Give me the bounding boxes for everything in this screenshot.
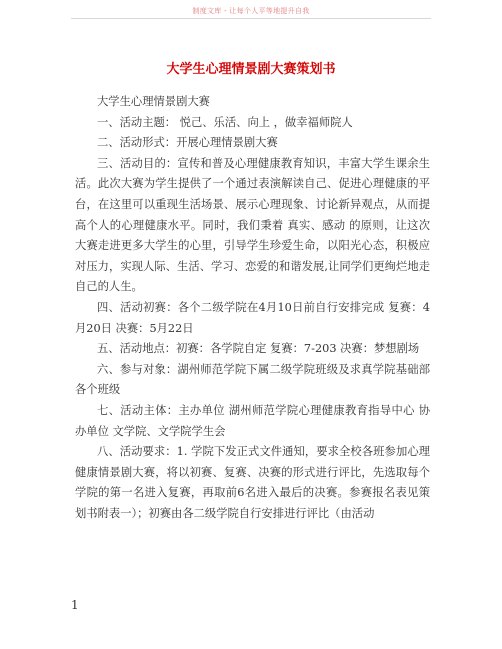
paragraph-purpose: 三、活动目的：宣传和普及心理健康教育知识，丰富大学生课余生活。此次大赛为学生提供了一个通过表演解读自己、促进心理健康的平台，在这里可以重现生活场景、展示心理现象、讨论新异观点，从而提高个人的心理健康水平。同时，我们秉着 真实、感动 的原则，让这次大赛走进更多大学生的心里，引导学生珍爱生命，以阳光心态，积极应对压力，实现人际、生活、学习、恋爱的和谐发展,让同学们更绚烂地走自己的人生。 — [75, 156, 430, 294]
header-note: 制度文库 - 让每个人平等地提升自我 — [192, 7, 310, 15]
document-body — [75, 92, 430, 524]
header-divider — [71, 18, 431, 19]
paragraph-participants: 六、参与对象：湖州师范学院下属二级学院班级及求真学院基础部各个班级 — [75, 362, 430, 397]
document-title: 大学生心理情景剧大赛策划书 — [166, 62, 336, 77]
paragraph-location: 五、活动地点：初赛：各学院自定 复赛：7-203 决赛：梦想剧场 — [97, 342, 420, 356]
paragraph-theme: 一、活动主题： 悦己、乐活、向上 ，做幸福师院人 — [97, 115, 353, 129]
paragraph-format: 二、活动形式：开展心理情景剧大赛 — [97, 136, 278, 150]
paragraph-schedule: 四、活动初赛：各个二级学院在4月10日前自行安排完成 复赛：4月20日 决赛：5月22日 — [75, 300, 430, 335]
paragraph-heading: 大学生心理情景剧大赛 — [97, 95, 210, 108]
paragraph-requirements: 八、活动要求：1. 学院下发正式文件通知，要求全校各班参加心理健康情景剧大赛，将以初赛、复赛、决赛的形式进行评比，先选取每个学院的第一名进入复赛，再取前6名进入最后的决赛。参赛报名表见策划书附表一）；初赛由各二级学院自行安排进行评比（由活动 — [75, 445, 430, 520]
page-number: 1 — [71, 598, 79, 612]
paragraph-organizers: 七、活动主体：主办单位 湖州师范学院心理健康教育指导中心 协办单位 文学院、文学院学生会 — [75, 403, 430, 438]
